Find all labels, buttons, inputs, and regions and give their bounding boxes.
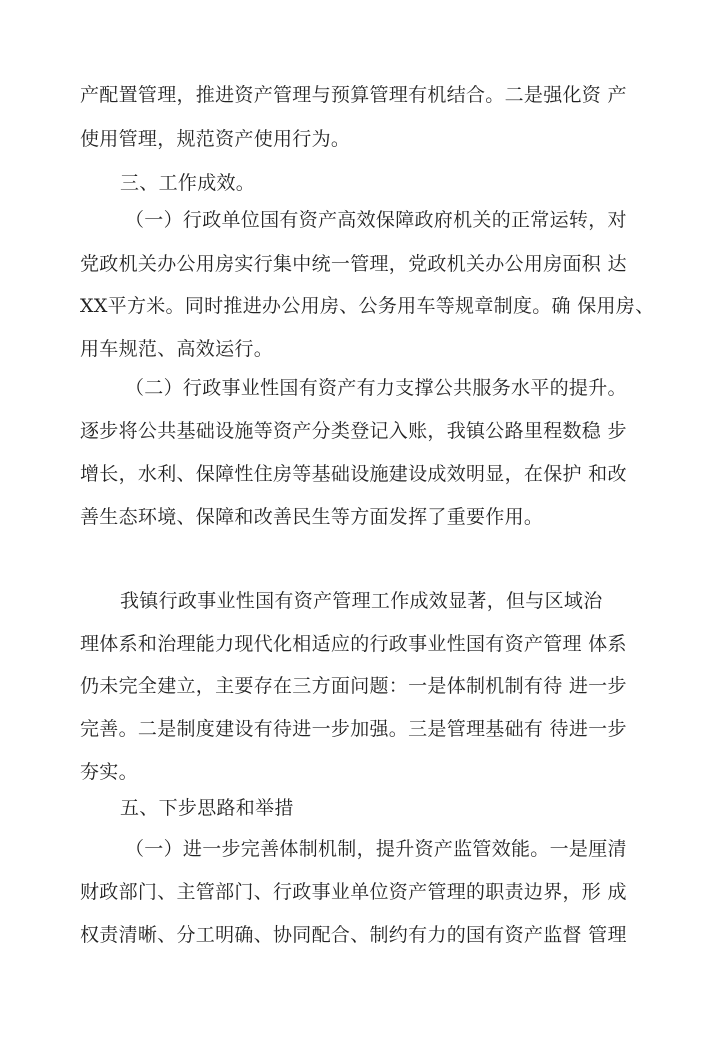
text-line: 权责清晰、分工明确、协同配合、制约有力的国有资产监督 管理 [80,924,627,946]
text-line: XX平方米。同时推进办公用房、公务用车等规章制度。确 保用房、 [80,295,655,317]
text-line: 用车规范、高效运行。 [80,338,274,360]
text-line: 财政部门、主管部门、行政事业单位资产管理的职责边界，形 成 [80,881,627,903]
text-line: （二）行政事业性国有资产有力支撑公共服务水平的提升。 [125,377,627,399]
text-line: 完善。二是制度建设有待进一步加强。三是管理基础有 待进一步 [80,718,627,740]
text-line: 增长，水利、保障性住房等基础设施建设成效明显，在保护 和改 [80,463,627,485]
text-line: 产配置管理，推进资产管理与预算管理有机结合。二是强化资 产 [80,84,627,106]
text-line: （一）行政单位国有资产高效保障政府机关的正常运转，对 [125,209,627,231]
text-line: 夯实。 [80,761,138,783]
text-line: 党政机关办公用房实行集中统一管理，党政机关办公用房面积 达 [80,253,627,275]
section-heading: 五、下步思路和举措 [120,797,294,819]
text-line: （一）进一步完善体制机制，提升资产监管效能。一是厘清 [125,838,627,860]
text-line: 理体系和治理能力现代化相适应的行政事业性国有资产管理 体系 [80,633,627,655]
section-heading: 三、工作成效。 [120,172,256,194]
text-line: 仍未完全建立，主要存在三方面问题：一是体制机制有待 进一步 [80,675,627,697]
text-line: 善生态环境、保障和改善民生等方面发挥了重要作用。 [80,506,544,528]
text-line: 逐步将公共基础设施等资产分类登记入账，我镇公路里程数稳 步 [80,420,627,442]
text-line: 我镇行政事业性国有资产管理工作成效显著，但与区域治 [120,590,603,612]
text-line: 使用管理，规范资产使用行为。 [80,128,351,150]
